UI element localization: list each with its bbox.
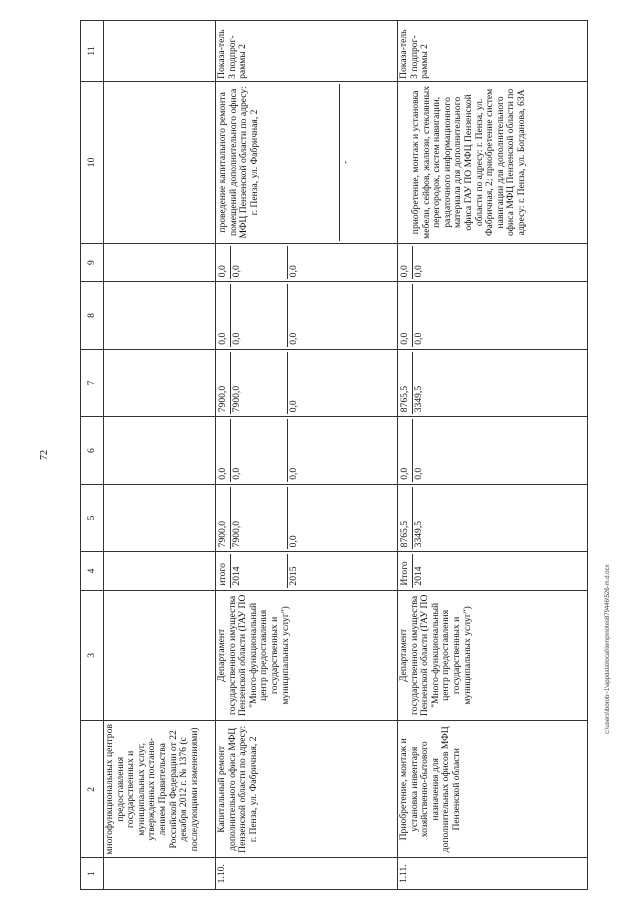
year-cell: итого xyxy=(217,554,231,587)
value-cell: 7900,0 xyxy=(231,352,288,415)
file-path-footer: c:\users\iborob~1\appdata\local\temp\notes879446\526-m.d.ocx xyxy=(605,564,611,734)
measure-title: Приобретение, монтаж и установка инвентаря хозяйственно-бытового назначения для дополнительных офисов МФЦ Пензенской области xyxy=(398,721,588,858)
value-cell: 8765,5 xyxy=(399,487,413,550)
header-cell: 6 xyxy=(81,417,104,485)
value-cell: 7900,0 xyxy=(217,487,231,550)
executor: Департамент государственного имущества Пензенской области (ГАУ ПО "Много-функциональный центр предоставления государственных и муниципальных услуг") xyxy=(216,590,398,721)
value-cell: 0,0 xyxy=(399,419,413,482)
value-cell: 0,0 xyxy=(217,419,231,482)
expected-result-2015: - xyxy=(340,160,351,164)
value-cell: 0,0 xyxy=(231,284,288,347)
header-cell: 9 xyxy=(81,243,104,281)
value-cell: 3349,5 xyxy=(413,385,424,413)
executor: Департамент государственного имущества Пензенской области (ГАУ ПО "Много-функциональный центр предоставления государственных и муниципальных услуг") xyxy=(398,590,588,721)
program-table xyxy=(80,20,588,890)
measure-title: Капитальный ремонт дополнительного офиса МФЦ Пензенской области по адресу: г. Пенза, ул. Фабричная, 2 xyxy=(216,721,398,858)
table-row-continuation xyxy=(104,21,216,890)
year-cell: 2014 xyxy=(231,554,288,587)
table-row-1-10 xyxy=(216,21,398,890)
header-cell: 2 xyxy=(81,721,104,858)
indicator-link: Показа-тель 3 подпрог-раммы 2 xyxy=(398,21,588,82)
table-row-1-11 xyxy=(398,21,588,890)
expected-result: проведение капитального ремонта помещений дополнительного офиса МФЦ Пензенской области по адресу: г. Пенза, ул. Фабричная, 2 xyxy=(217,84,340,241)
header-cell: 7 xyxy=(81,349,104,417)
value-cell: 0,0 xyxy=(413,467,424,480)
header-cell: 5 xyxy=(81,484,104,552)
header-row xyxy=(81,21,104,890)
value-cell: 0,0 xyxy=(217,284,231,347)
header-cell: 8 xyxy=(81,282,104,350)
value-cell: 7900,0 xyxy=(217,352,231,415)
value-cell: 0,0 xyxy=(288,535,299,548)
value-cell: 0,0 xyxy=(399,284,413,347)
continued-text: многофункциональных центров предоставления государственных и муниципальных услуг, утвержденных постанов-лением Правительства Российской Федерации от 22 декабря 2012 г. № 1376 (с последующими изменениями) xyxy=(104,721,216,858)
year-cell: Итого xyxy=(399,554,413,587)
header-cell: 10 xyxy=(81,81,104,243)
header-cell: 3 xyxy=(81,590,104,721)
value-cell: 0,0 xyxy=(231,246,288,279)
value-cell: 3349,5 xyxy=(413,520,424,548)
header-cell: 11 xyxy=(81,21,104,82)
value-cell: 0,0 xyxy=(231,419,288,482)
value-cell: 7900,0 xyxy=(231,487,288,550)
value-cell: 8765,5 xyxy=(399,352,413,415)
value-cell: 0,0 xyxy=(288,400,299,413)
year-cell: 2015 xyxy=(288,566,299,586)
page-number: 72 xyxy=(39,450,50,460)
row-number: 1.10. xyxy=(216,858,398,890)
year-cell: 2014 xyxy=(413,566,424,586)
header-cell: 4 xyxy=(81,552,104,590)
indicator-link: Показа-тель 3 подпрог-раммы 2 xyxy=(216,21,398,82)
rotated-table-sheet xyxy=(80,20,588,890)
value-cell: 0,0 xyxy=(288,332,299,345)
value-cell: 0,0 xyxy=(217,246,231,279)
value-cell: 0,0 xyxy=(288,265,299,278)
value-cell: 0,0 xyxy=(288,467,299,480)
value-cell: 0,0 xyxy=(413,332,424,345)
row-number: 1.11. xyxy=(398,858,588,890)
header-cell: 1 xyxy=(81,858,104,890)
value-cell: 0,0 xyxy=(413,265,424,278)
value-cell: 0,0 xyxy=(399,246,413,279)
expected-result: приобретение, монтаж и установка мебели, сейфов, жалюзи, стеклянных перегородок, систем навигации, раздаточного информационного материала для дополнительного офиса ГАУ ПО МФЦ Пензенской области по адресу: г. Пенза, ул. Фабричная, 2; приобретение систем навигации для дополнительного офиса МФЦ Пензенской области по адресу: г. Пенза, ул. Богданова, 63А xyxy=(398,81,588,243)
